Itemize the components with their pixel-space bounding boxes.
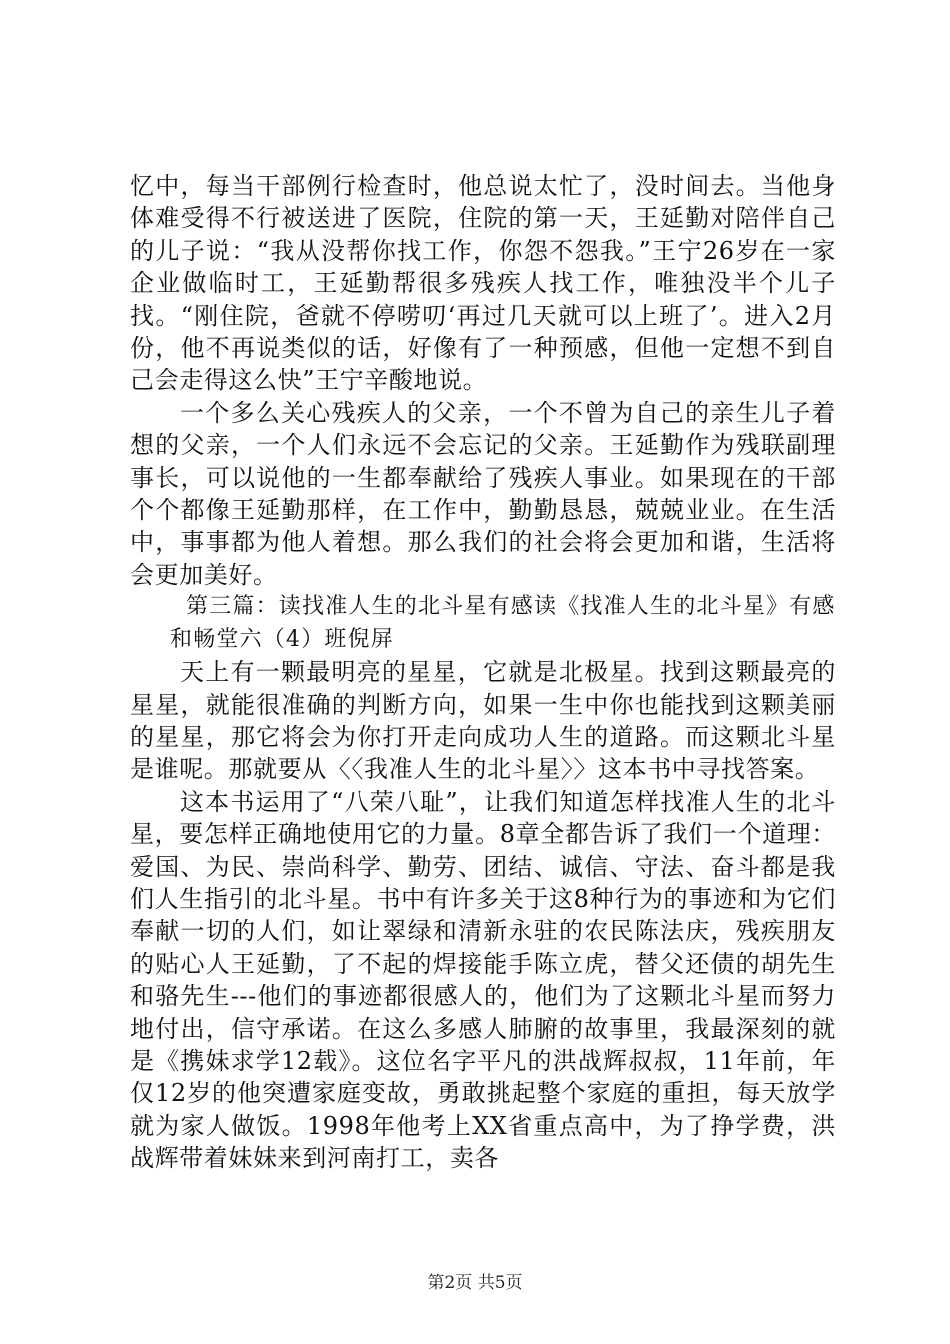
page-number: 第2页 共5页: [427, 1273, 523, 1293]
section-heading: 第三篇：读找准人生的北斗星有感读《找准人生的北斗星》有感: [186, 594, 836, 620]
body-paragraph: 天上有一颗最明亮的星星，它就是北极星。找到这颗最亮的星星，就能很准确的判断方向，如果一生中你也能找到这颗美丽的星星，那它将会为你打开走向成功人生的道路。而这颗北斗星是谁呢。那就要从〈〈我准人生的北斗星〉〉这本书中寻找答案。: [130, 658, 836, 784]
body-paragraph: 一个多么关心残疾人的父亲，一个不曾为自己的亲生儿子着想的父亲，一个人们永远不会忘记的父亲。王延勤作为残联副理事长，可以说他的一生都奉献给了残疾人事业。如果现在的干部个个都像王延勤那样，在工作中，勤勤恳恳，兢兢业业。在生活中，事事都为他人着想。那么我们的社会将会更加和谐，生活将会更加美好。: [130, 398, 836, 589]
body-paragraph: 这本书运用了“八荣八耻”，让我们知道怎样找准人生的北斗星，要怎样正确地使用它的力量。8章全都告诉了我们一个道理：爱国、为民、崇尚科学、勤劳、团结、诚信、守法、奋斗都是我们人生指引的北斗星。书中有许多关于这8种行为的事迹和为它们奉献一切的人们，如让翠绿和清新永驻的农民陈法庆，残疾朋友的贴心人王延勤，了不起的焊接能手陈立虎，替父还债的胡先生和骆先生---他们的事迹都很感人的，他们为了这颗北斗星而努力地付出，信守承诺。在这么多感人肺腑的故事里，我最深刻的就是《携妹求学12载》。这位名字平凡的洪战辉叔叔，11年前，年仅12岁的他突遭家庭变故，勇敢挑起整个家庭的重担，每天放学就为家人做饭。1998年他考上XX省重点高中，为了挣学费，洪战辉带着妹妹来到河南打工，卖各: [130, 787, 836, 1173]
author-line: 和畅堂六（4）班倪屏: [170, 626, 394, 652]
body-paragraph: 忆中，每当干部例行检查时，他总说太忙了，没时间去。当他身体难受得不行被送进了医院，住院的第一天，王延勤对陪伴自己的儿子说：“我从没帮你找工作，你怨不怨我。”王宁26岁在一家企业做临时工，王延勤帮很多残疾人找工作，唯独没半个儿子找。“刚住院，爸就不停唠叨‘再过几天就可以上班了’。进入2月份，他不再说类似的话，好像有了一种预感，但他一定想不到自己会走得这么快”王宁辛酸地说。: [130, 172, 836, 395]
document-body: [130, 170, 836, 1175]
